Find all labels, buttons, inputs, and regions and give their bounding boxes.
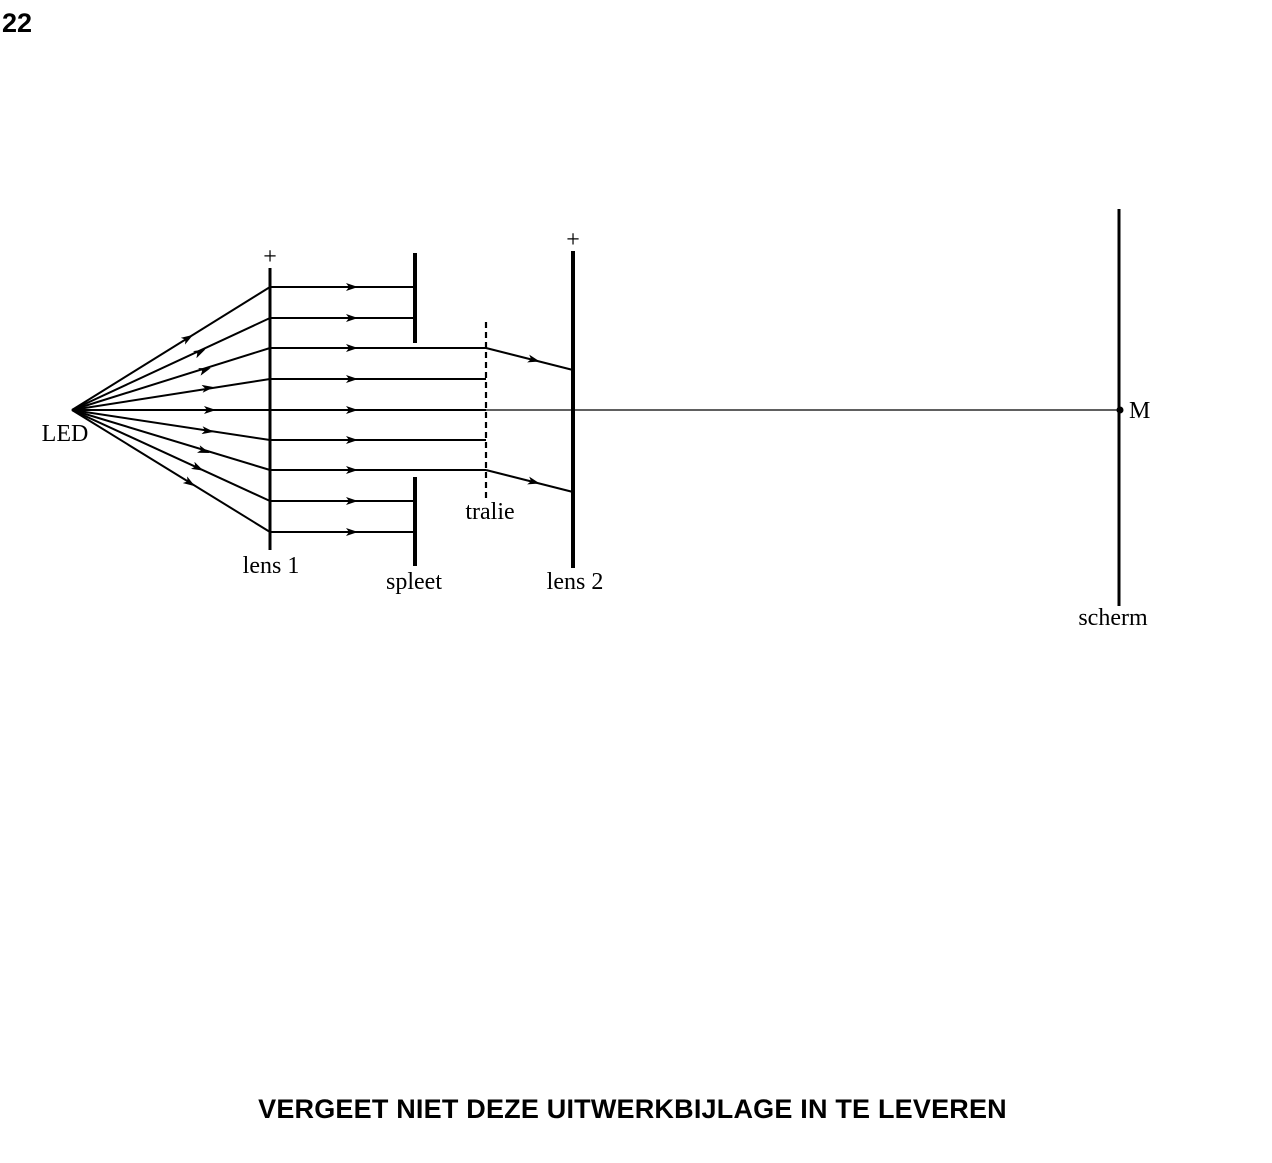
ray-led-4 — [72, 379, 270, 410]
spleet-label: spleet — [386, 569, 442, 595]
led-label: LED — [41, 421, 89, 447]
arrowheads-tralie-rays — [519, 356, 534, 482]
ray-led-7 — [72, 410, 270, 470]
ray-led-6 — [72, 410, 270, 440]
lens2-label: lens 2 — [546, 569, 604, 595]
lens1-sign: + — [263, 244, 277, 270]
ray-led-3 — [72, 348, 270, 410]
ray-led-2 — [72, 318, 270, 410]
lens2-sign: + — [566, 227, 580, 253]
question-number: 22 — [2, 8, 33, 38]
footer-notice: VERGEET NIET DEZE UITWERKBIJLAGE IN TE LEVEREN — [258, 1094, 1007, 1124]
rays-led-to-lens1 — [72, 287, 270, 532]
tralie-label: tralie — [465, 499, 515, 525]
ray-led-1 — [72, 287, 270, 410]
lens1-label: lens 1 — [242, 553, 300, 579]
ray-led-8 — [72, 410, 270, 501]
rays-to-tralie — [270, 348, 486, 470]
scherm-label: scherm — [1078, 605, 1148, 631]
rays-tralie-to-lens2 — [486, 348, 573, 492]
ray-led-9 — [72, 410, 270, 532]
point-m-label: M — [1129, 398, 1151, 424]
point-m-dot — [1117, 407, 1124, 414]
